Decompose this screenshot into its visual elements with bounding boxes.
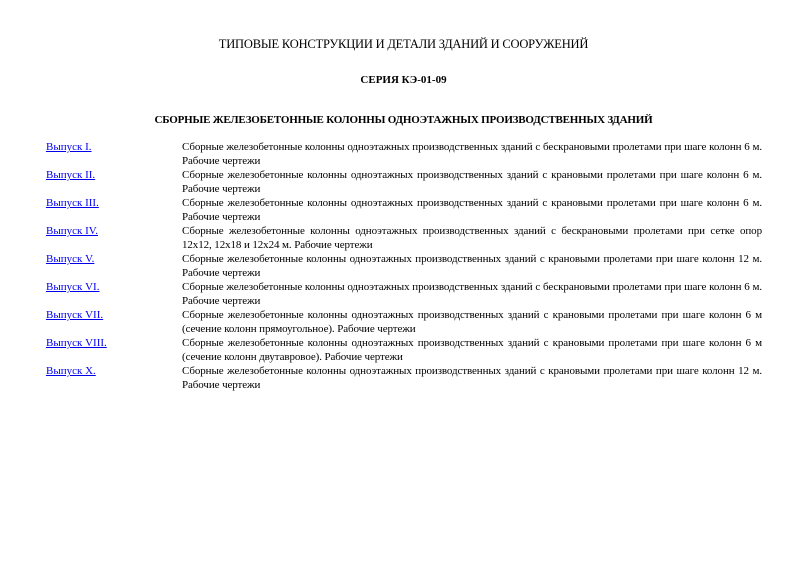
issue-link-5[interactable]: Выпуск V. — [46, 253, 95, 265]
issue-row — [46, 281, 762, 309]
series-code: СЕРИЯ КЭ-01-09 — [360, 74, 447, 86]
issue-link-8[interactable]: Выпуск VIII. — [46, 337, 107, 349]
issue-link-1[interactable]: Выпуск I. — [46, 141, 92, 153]
issue-link-4[interactable]: Выпуск IV. — [46, 225, 99, 237]
issue-link-3[interactable]: Выпуск III. — [46, 197, 99, 209]
issue-row — [46, 197, 762, 225]
issue-link-10[interactable]: Выпуск X. — [46, 365, 96, 377]
issue-description: Сборные железобетонные колонны одноэтажных производственных зданий с бескрановыми пролетами при сетке опор 12x12, 12x18 и 12x24 м. Рабочие чертежи — [182, 225, 762, 251]
issue-description: Сборные железобетонные колонны одноэтажных производственных зданий с крановыми пролетами при шаге колонн 12 м. Рабочие чертежи — [182, 253, 762, 279]
issue-link-2[interactable]: Выпуск II. — [46, 169, 96, 181]
issue-list — [46, 141, 762, 393]
issue-description: Сборные железобетонные колонны одноэтажных производственных зданий с крановыми пролетами при шаге колонн 6 м. Рабочие чертежи — [182, 169, 762, 195]
issue-row — [46, 169, 762, 197]
issue-link-6[interactable]: Выпуск VI. — [46, 281, 100, 293]
issue-description: Сборные железобетонные колонны одноэтажных производственных зданий с крановыми пролетами при шаге колонн 6 м (сечение колонн прямоугольное). Рабочие чертежи — [182, 309, 762, 335]
issue-row — [46, 337, 762, 365]
issue-row — [46, 253, 762, 281]
issue-row — [46, 141, 762, 169]
document-title: ТИПОВЫЕ КОНСТРУКЦИИ И ДЕТАЛИ ЗДАНИЙ И СООРУЖЕНИЙ — [218, 37, 589, 51]
issue-description: Сборные железобетонные колонны одноэтажных производственных зданий с крановыми пролетами при шаге колонн 6 м. Рабочие чертежи — [182, 197, 762, 223]
issue-row — [46, 365, 762, 393]
issue-description: Сборные железобетонные колонны одноэтажных производственных зданий с бескрановыми пролетами при шаге колонн 6 м. Рабочие чертежи — [182, 281, 762, 307]
issue-row — [46, 225, 762, 253]
issue-description: Сборные железобетонные колонны одноэтажных производственных зданий с бескрановыми пролетами при шаге колонн 6 м. Рабочие чертежи — [182, 141, 762, 167]
issue-description: Сборные железобетонные колонны одноэтажных производственных зданий с крановыми пролетами при шаге колонн 12 м. Рабочие чертежи — [182, 365, 762, 391]
section-heading: СБОРНЫЕ ЖЕЛЕЗОБЕТОННЫЕ КОЛОННЫ ОДНОЭТАЖНЫХ ПРОИЗВОДСТВЕННЫХ ЗДАНИЙ — [154, 114, 653, 126]
issue-link-7[interactable]: Выпуск VII. — [46, 309, 104, 321]
issue-description: Сборные железобетонные колонны одноэтажных производственных зданий с крановыми пролетами при шаге колонн 6 м (сечение колонн двутавровое). Рабочие чертежи — [182, 337, 762, 363]
issue-row — [46, 309, 762, 337]
